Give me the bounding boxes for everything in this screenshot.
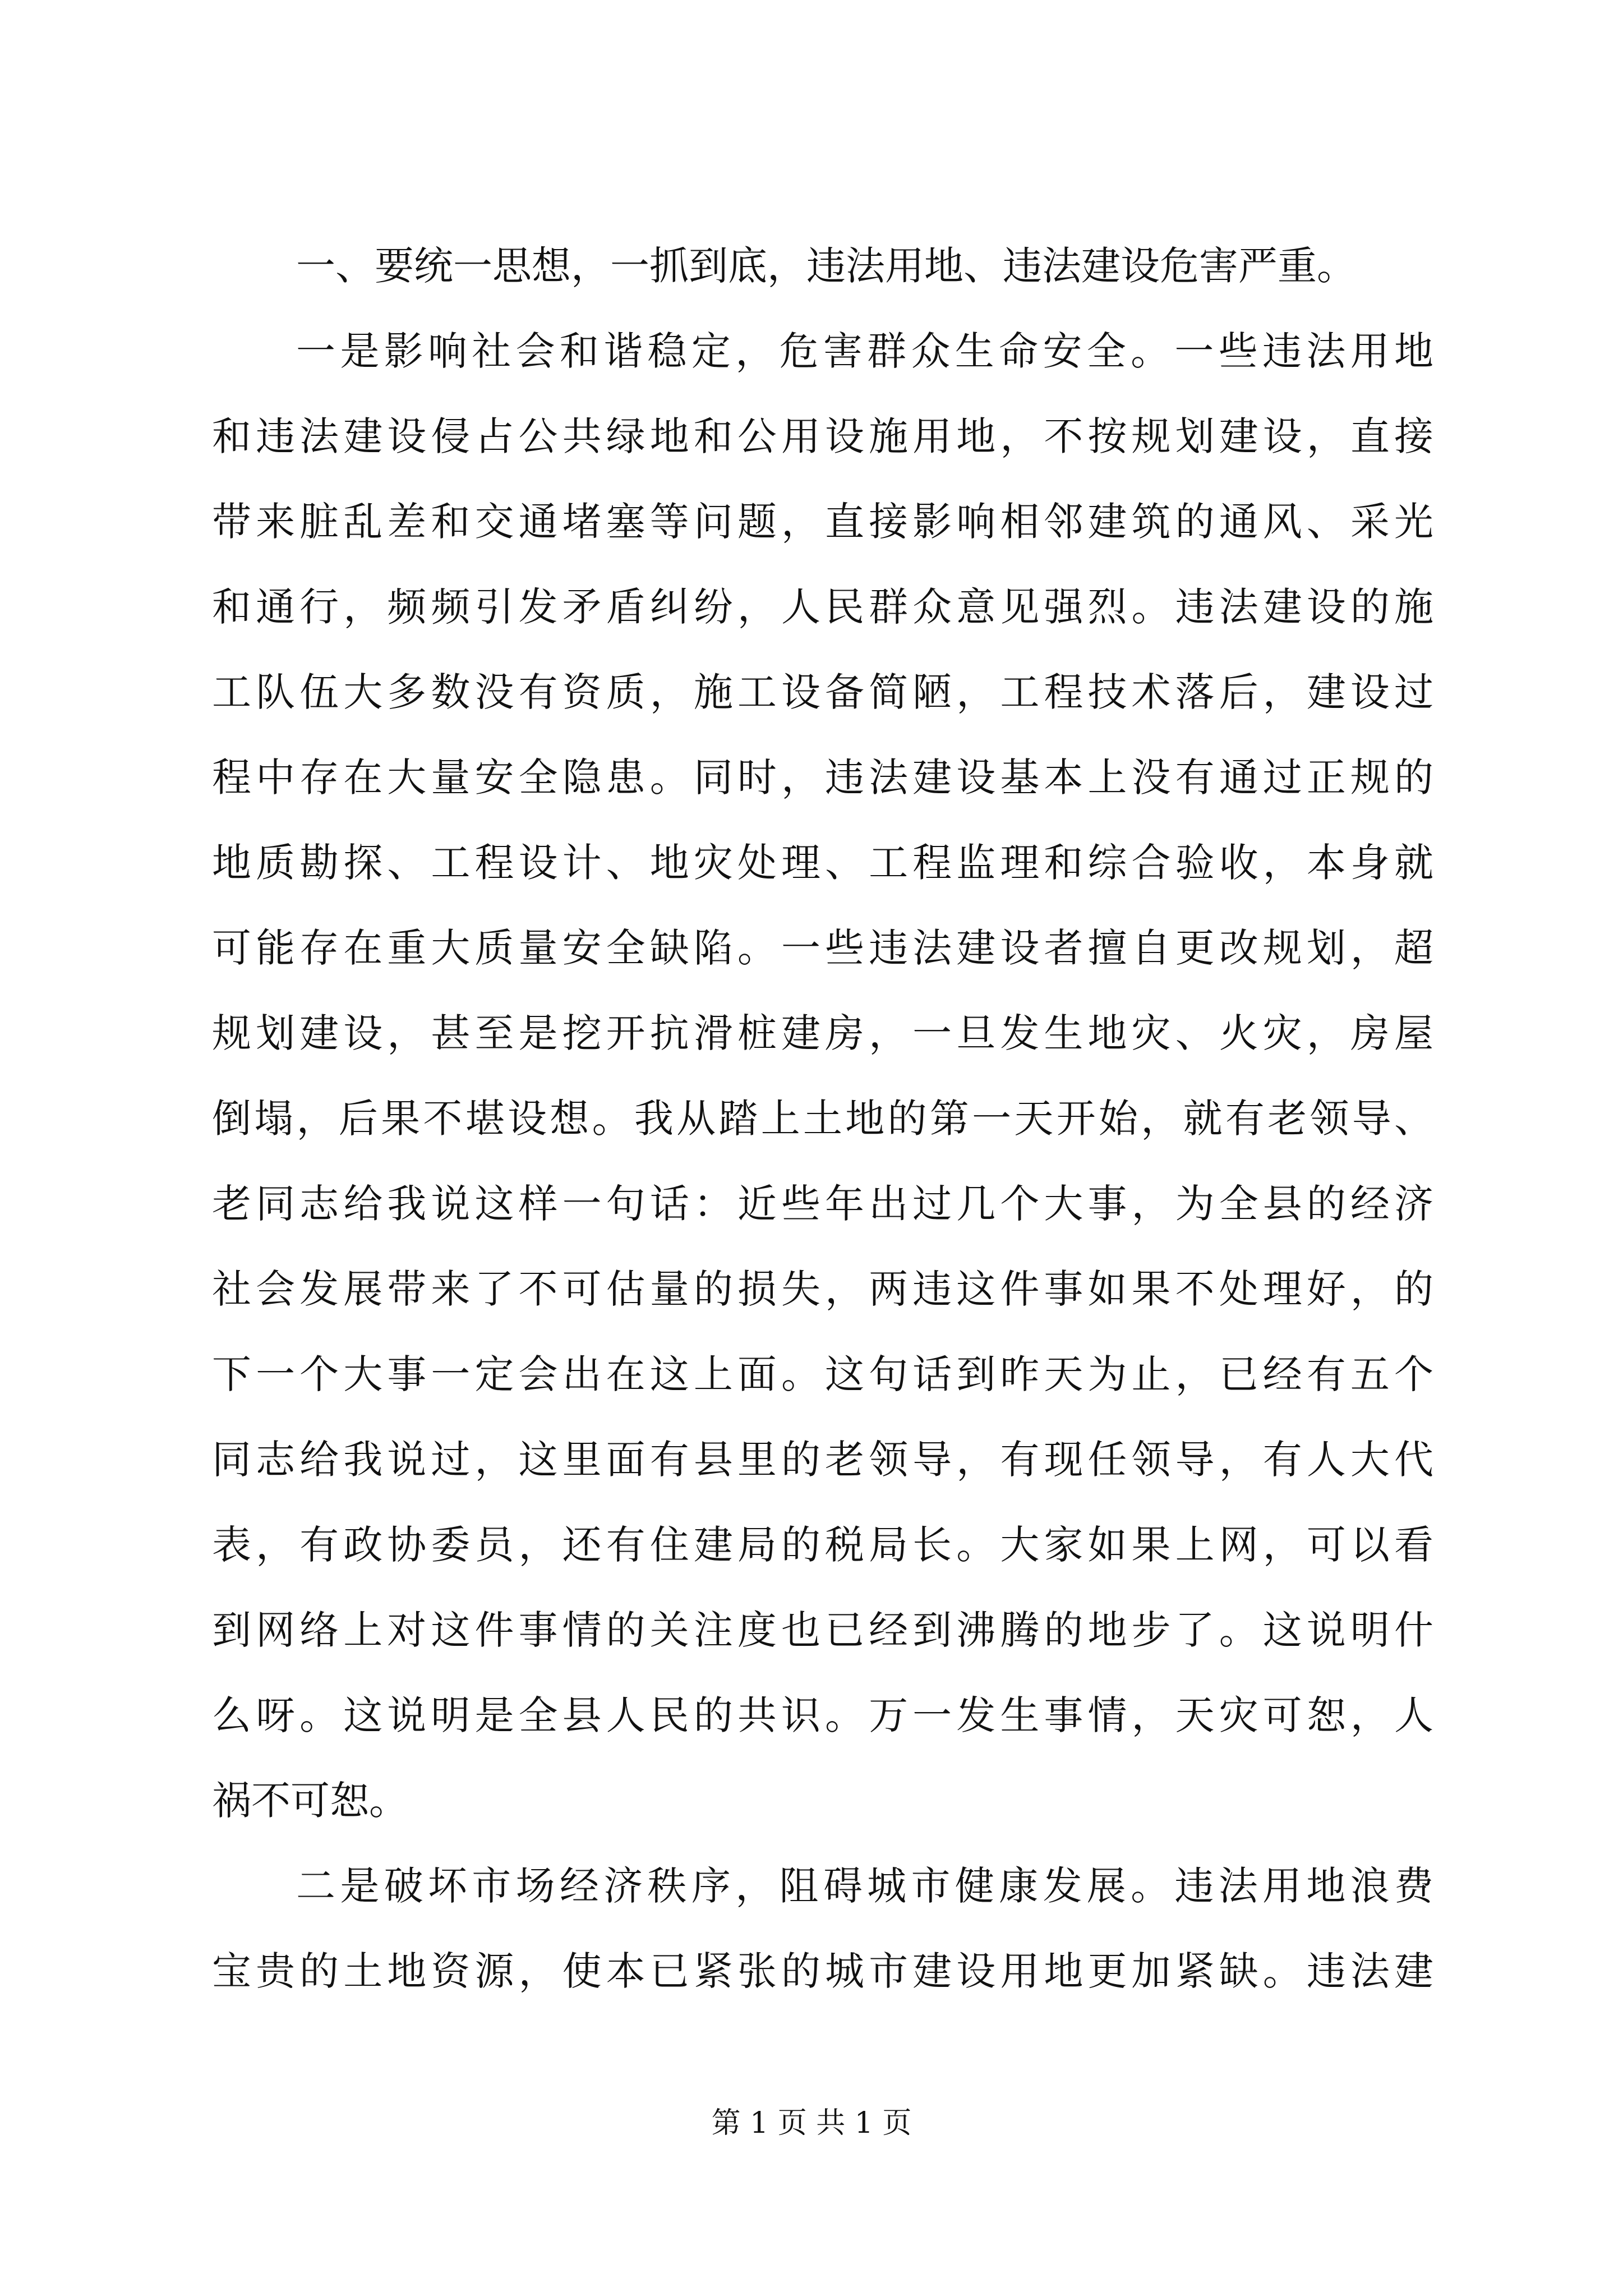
text-line: 和违法建设侵占公共绿地和公用设施用地，不按规划建设，直接	[212, 413, 1433, 459]
text-line: 社会发展带来了不可估量的损失，两违这件事如果不处理好，的	[212, 1266, 1433, 1312]
text-line: 可能存在重大质量安全缺陷。一些违法建设者擅自更改规划，超	[212, 925, 1433, 971]
text-line: 带来脏乱差和交通堵塞等问题，直接影响相邻建筑的通风、采光	[212, 499, 1433, 545]
text-line: 宝贵的土地资源，使本已紧张的城市建设用地更加紧缺。违法建	[212, 1948, 1433, 1994]
paragraph	[212, 309, 1433, 1843]
text-line: 一、要统一思想，一抓到底，违法用地、违法建设危害严重。	[296, 243, 1356, 289]
text-line: 和通行，频频引发矛盾纠纷，人民群众意见强烈。违法建设的施	[212, 584, 1433, 630]
text-line: 规划建设，甚至是挖开抗滑桩建房，一旦发生地灾、火灾，房屋	[212, 1010, 1433, 1056]
text-line: 祸不可恕。	[212, 1778, 408, 1824]
text-line: 同志给我说过，这里面有县里的老领导，有现任领导，有人大代	[212, 1437, 1433, 1483]
text-line: 到网络上对这件事情的关注度也已经到沸腾的地步了。这说明什	[212, 1607, 1433, 1653]
paragraph	[212, 1843, 1433, 2014]
text-line: 么呀。这说明是全县人民的共识。万一发生事情，天灾可恕，人	[212, 1692, 1433, 1738]
text-line: 表，有政协委员，还有住建局的税局长。大家如果上网，可以看	[212, 1522, 1433, 1568]
text-line: 倒塌，后果不堪设想。我从踏上土地的第一天开始，就有老领导、	[212, 1096, 1433, 1142]
document-body	[212, 223, 1433, 2014]
text-line: 程中存在大量安全隐患。同时，违法建设基本上没有通过正规的	[212, 754, 1433, 800]
paragraph-heading	[212, 223, 1433, 309]
text-line: 老同志给我说这样一句话：近些年出过几个大事，为全县的经济	[212, 1181, 1433, 1227]
text-line: 工队伍大多数没有资质，施工设备简陋，工程技术落后，建设过	[212, 669, 1433, 715]
text-line: 地质勘探、工程设计、地灾处理、工程监理和综合验收，本身就	[212, 840, 1433, 886]
text-line: 二是破坏市场经济秩序，阻碍城市健康发展。违法用地浪费	[296, 1863, 1433, 1909]
text-line: 下一个大事一定会出在这上面。这句话到昨天为止，已经有五个	[212, 1351, 1433, 1397]
page-footer: 第 1 页 共 1 页	[711, 2106, 912, 2140]
text-line: 一是影响社会和谐稳定，危害群众生命安全。一些违法用地	[296, 328, 1433, 374]
